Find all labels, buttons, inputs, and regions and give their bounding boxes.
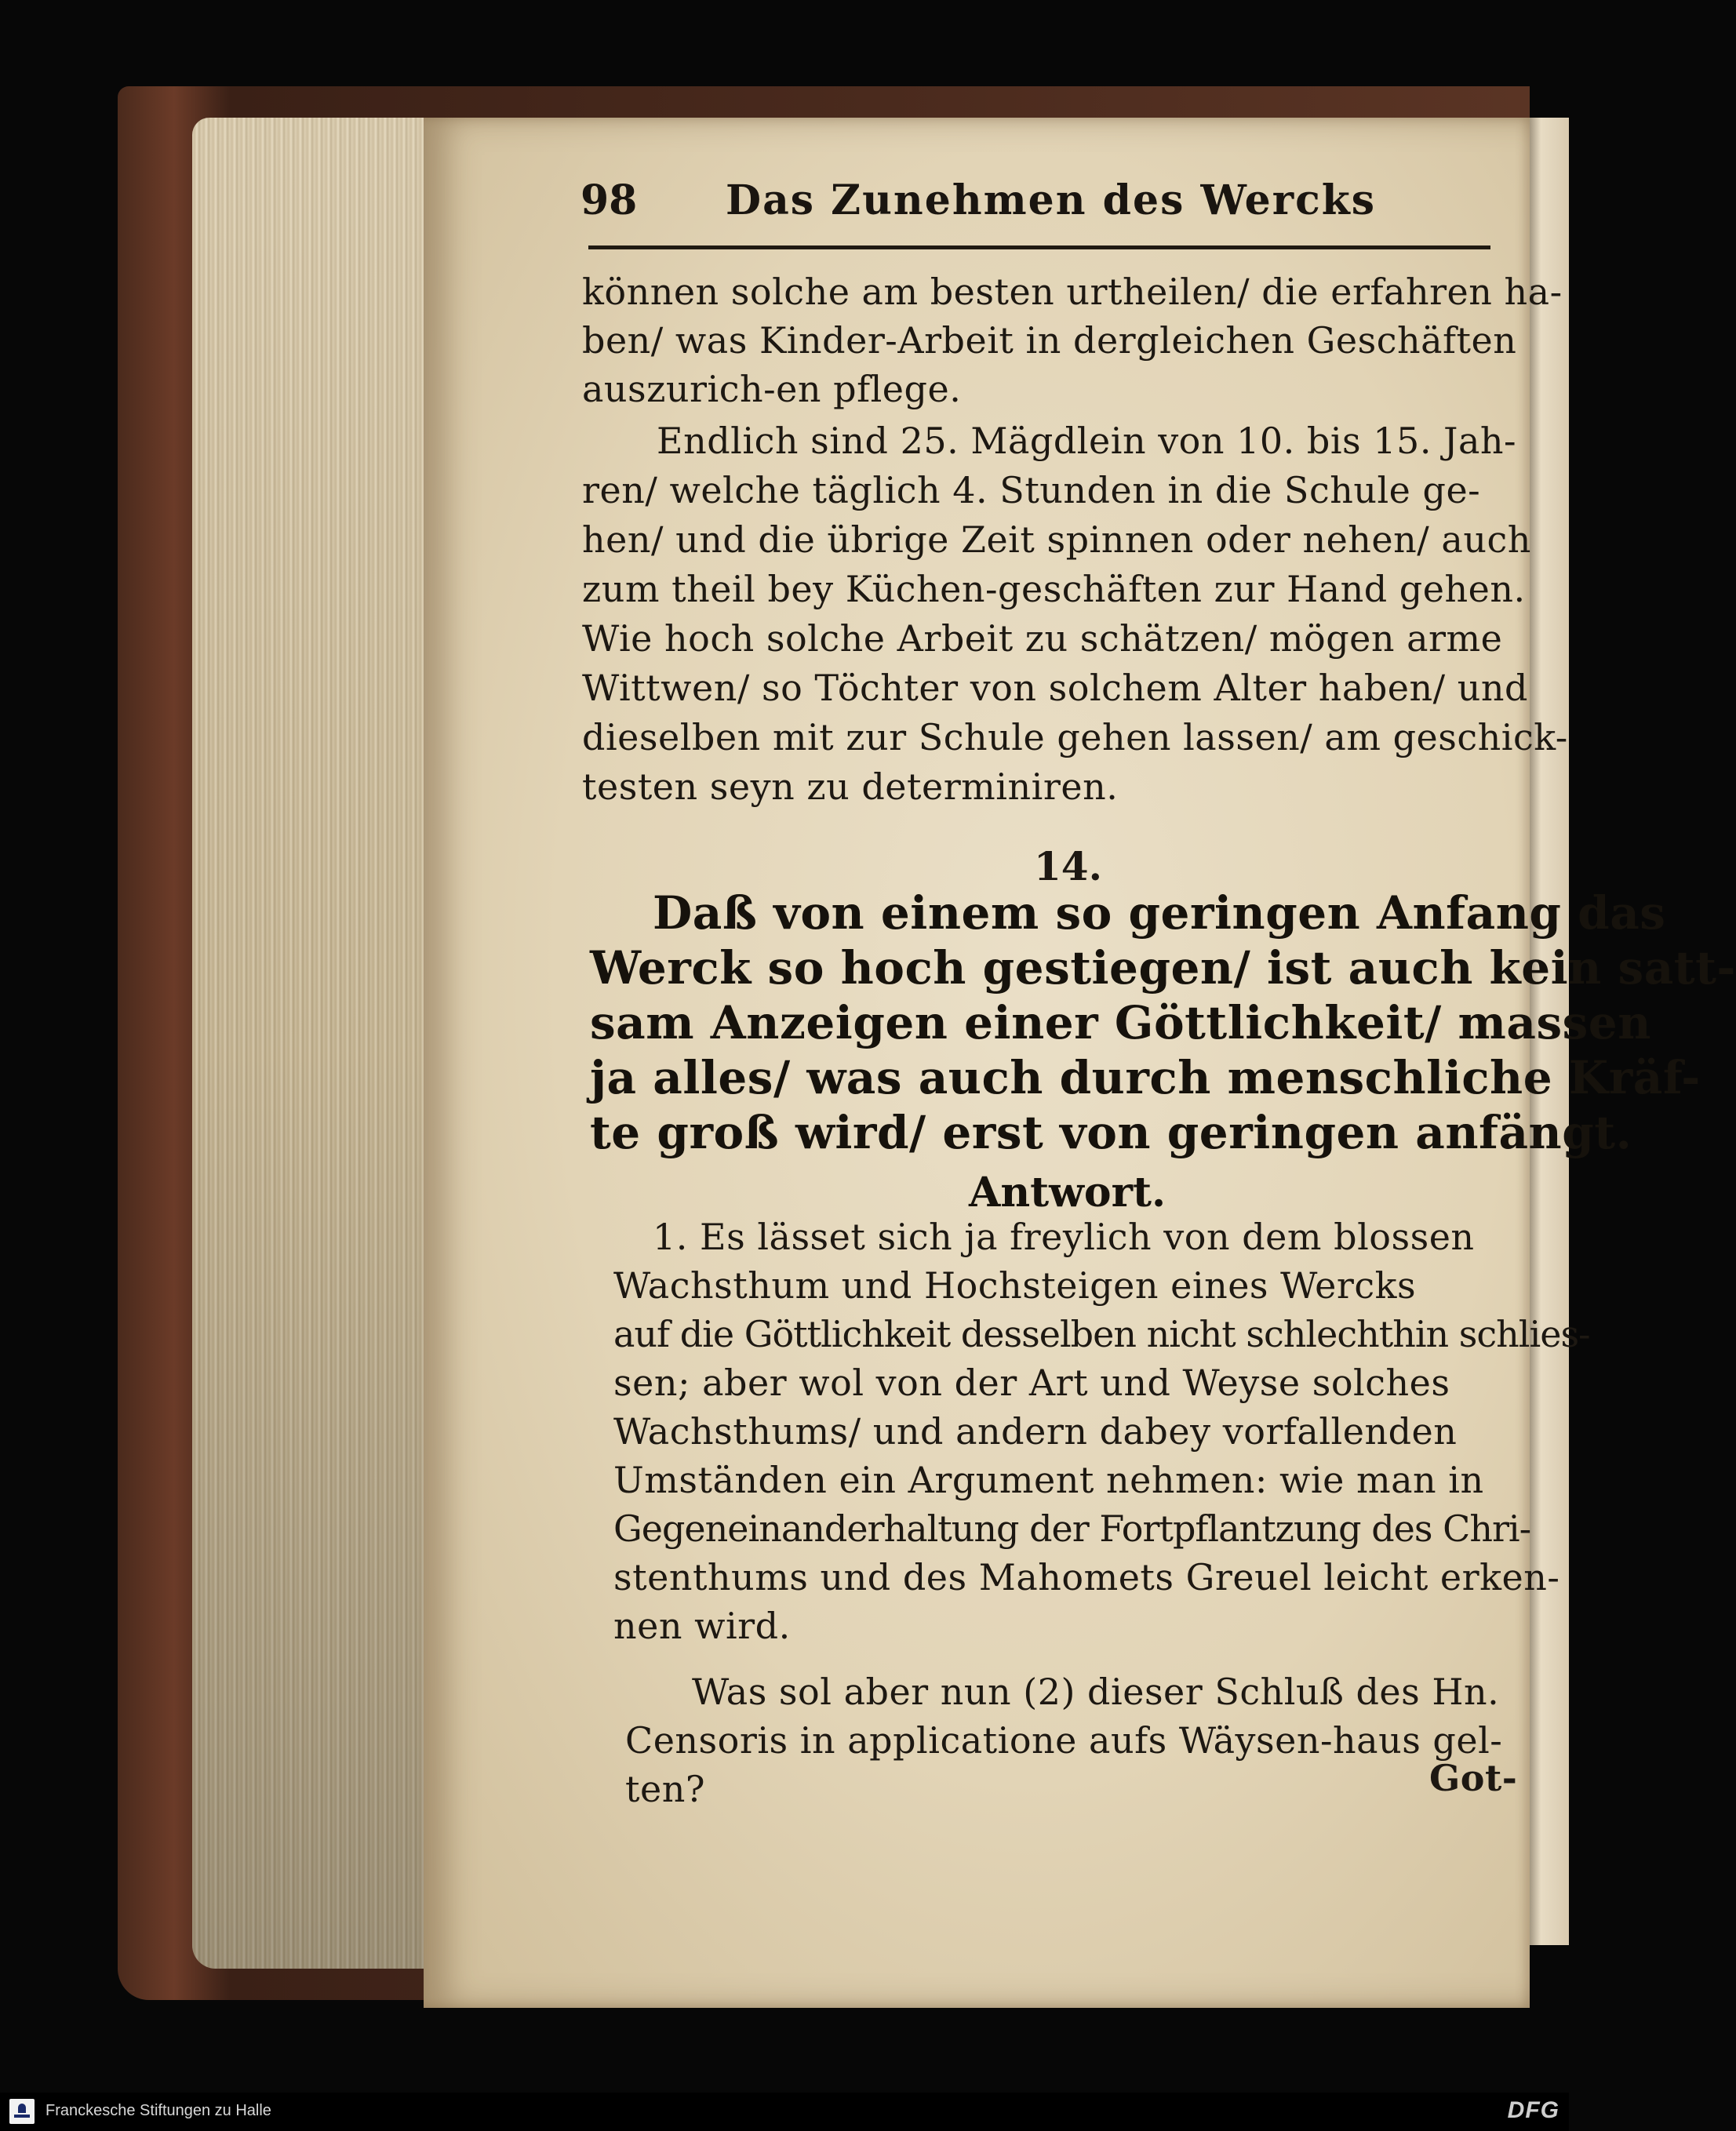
text-line: nen wird. [613,1605,791,1647]
institution-name: Franckesche Stiftungen zu Halle [45,2102,271,2119]
section-number: 14. [1034,843,1102,889]
text-line: auf die Göttlichkeit desselben nicht schlechthin schlies- [613,1313,1590,1355]
text-line: Wachsthum und Hochsteigen eines Wercks [613,1264,1417,1307]
text-line: Gegeneinanderhaltung der Fortpflantzung des Chri- [613,1507,1531,1550]
text-line: auszurich-en pflege. [582,368,962,410]
text-line: ten? [625,1768,705,1810]
question-line: Werck so hoch gestiegen/ ist auch kein satt- [590,941,1736,995]
text-line: Wittwen/ so Töchter von solchem Alter haben/ und [582,667,1528,709]
text-line: Wachsthums/ und andern dabey vorfallenden [613,1410,1458,1453]
institution-logo [9,2099,35,2124]
page-edges [192,118,428,1969]
text-line: testen seyn zu determiniren. [582,765,1119,808]
dfg-logo: DFG [1507,2097,1559,2123]
text-line: zum theil bey Küchen-geschäften zur Hand gehen. [582,568,1526,610]
text-line: stenthums und des Mahomets Greuel leicht erken- [613,1556,1560,1598]
question-line: sam Anzeigen einer Göttlichkeit/ massen [590,996,1651,1049]
text-line: Umständen ein Argument nehmen: wie man in [613,1459,1484,1501]
question-line: Daß von einem so geringen Anfang das [653,886,1666,940]
text-line: dieselben mit zur Schule gehen lassen/ am geschick- [582,716,1568,758]
text-line: 1. Es lässet sich ja freylich von dem blossen [653,1216,1475,1258]
text-line: können solche am besten urtheilen/ die erfahren ha- [582,271,1563,313]
text-line: Wie hoch solche Arbeit zu schätzen/ mögen arme [582,617,1503,660]
text-line: sen; aber wol von der Art und Weyse solches [613,1362,1450,1404]
header-rule [588,245,1490,249]
question-line: te groß wird/ erst von geringen anfängt. [590,1106,1632,1159]
answer-heading: Antwort. [969,1169,1166,1216]
text-line: hen/ und die übrige Zeit spinnen oder nehen/ auch [582,518,1531,561]
text-line: Endlich sind 25. Mägdlein von 10. bis 15. Jah- [657,420,1517,462]
catchword: Got- [1429,1757,1518,1799]
page-number: 98 [580,176,638,224]
text-line: Censoris in applicatione aufs Wäysen-haus gel- [625,1719,1503,1762]
text-line: ren/ welche täglich 4. Stunden in die Schule ge- [582,469,1481,511]
text-line: Was sol aber nun (2) dieser Schluß des Hn. [692,1671,1500,1713]
text-line: ben/ was Kinder-Arbeit in dergleichen Geschäften [582,319,1517,362]
page-header [580,176,1490,247]
running-title: Das Zunehmen des Wercks [726,176,1377,224]
question-line: ja alles/ was auch durch menschliche Kräf- [590,1051,1701,1104]
